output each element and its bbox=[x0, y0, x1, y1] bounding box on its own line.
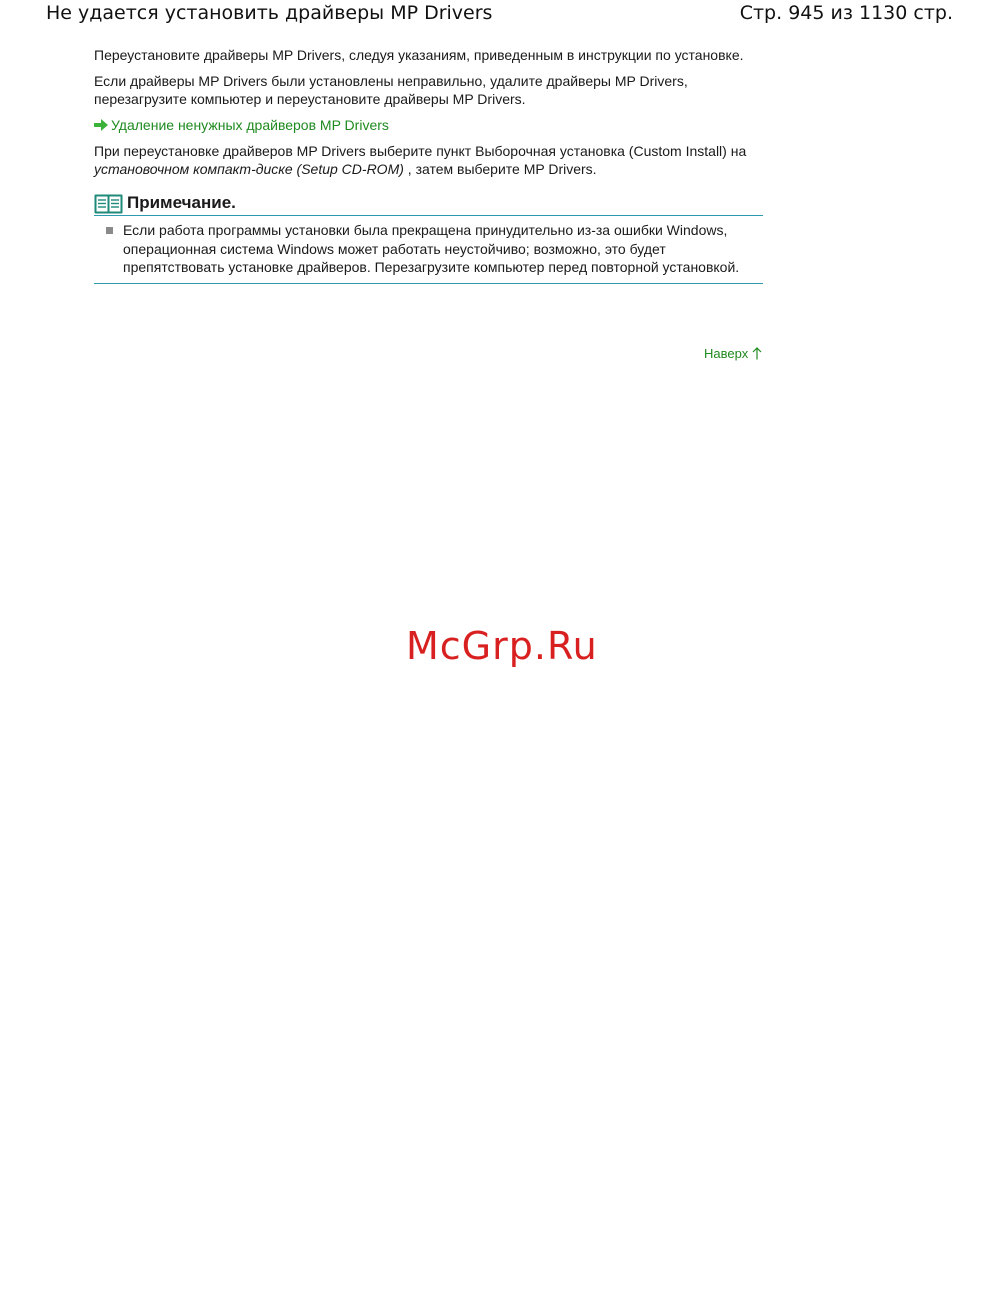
note-block bbox=[94, 192, 763, 284]
remove-drivers-link[interactable]: Удаление ненужных драйверов MP Drivers bbox=[111, 117, 389, 133]
paragraph-custom-install bbox=[94, 142, 764, 178]
page-header bbox=[0, 0, 1000, 30]
back-to-top-label[interactable]: Наверх bbox=[704, 346, 749, 361]
note-item bbox=[94, 216, 763, 284]
custom-install-text-end: , затем выберите MP Drivers. bbox=[403, 161, 597, 177]
up-arrow-icon[interactable] bbox=[752, 347, 762, 360]
paragraph-reinstall: Переустановите драйверы MP Drivers, следуя указаниям, приведенным в инструкции по установке. bbox=[94, 47, 744, 63]
paragraph-incorrect-install: Если драйверы MP Drivers были установлены неправильно, удалите драйверы MP Drivers, перезагрузите компьютер и переустановите драйверы MP Drivers. bbox=[94, 73, 688, 107]
green-arrow-right-icon bbox=[94, 119, 109, 131]
note-header bbox=[94, 192, 763, 216]
back-to-top-link[interactable] bbox=[704, 346, 762, 361]
bullet-square-icon bbox=[106, 227, 113, 234]
custom-install-text: При переустановке драйверов MP Drivers выберите пункт Выборочная установка (Custom Install) на bbox=[94, 143, 747, 159]
note-item-text: Если работа программы установки была прекращена принудительно из-за ошибки Windows, операционная система Windows может работать неустойчиво; возможно, это будет препятствовать установке драйверов. Перезагрузите компьютер перед повторной установкой. bbox=[123, 222, 740, 275]
document-title: Не удается установить драйверы MP Drivers bbox=[46, 2, 493, 24]
note-title: Примечание. bbox=[127, 193, 236, 212]
book-icon bbox=[94, 194, 123, 214]
setup-cd-rom-text: установочном компакт-диске (Setup CD-ROM) bbox=[94, 161, 404, 177]
main-content bbox=[94, 46, 764, 284]
watermark: McGrp.Ru bbox=[406, 624, 598, 668]
page-counter: Стр. 945 из 1130 стр. bbox=[739, 2, 953, 24]
remove-drivers-link-row bbox=[94, 116, 764, 134]
